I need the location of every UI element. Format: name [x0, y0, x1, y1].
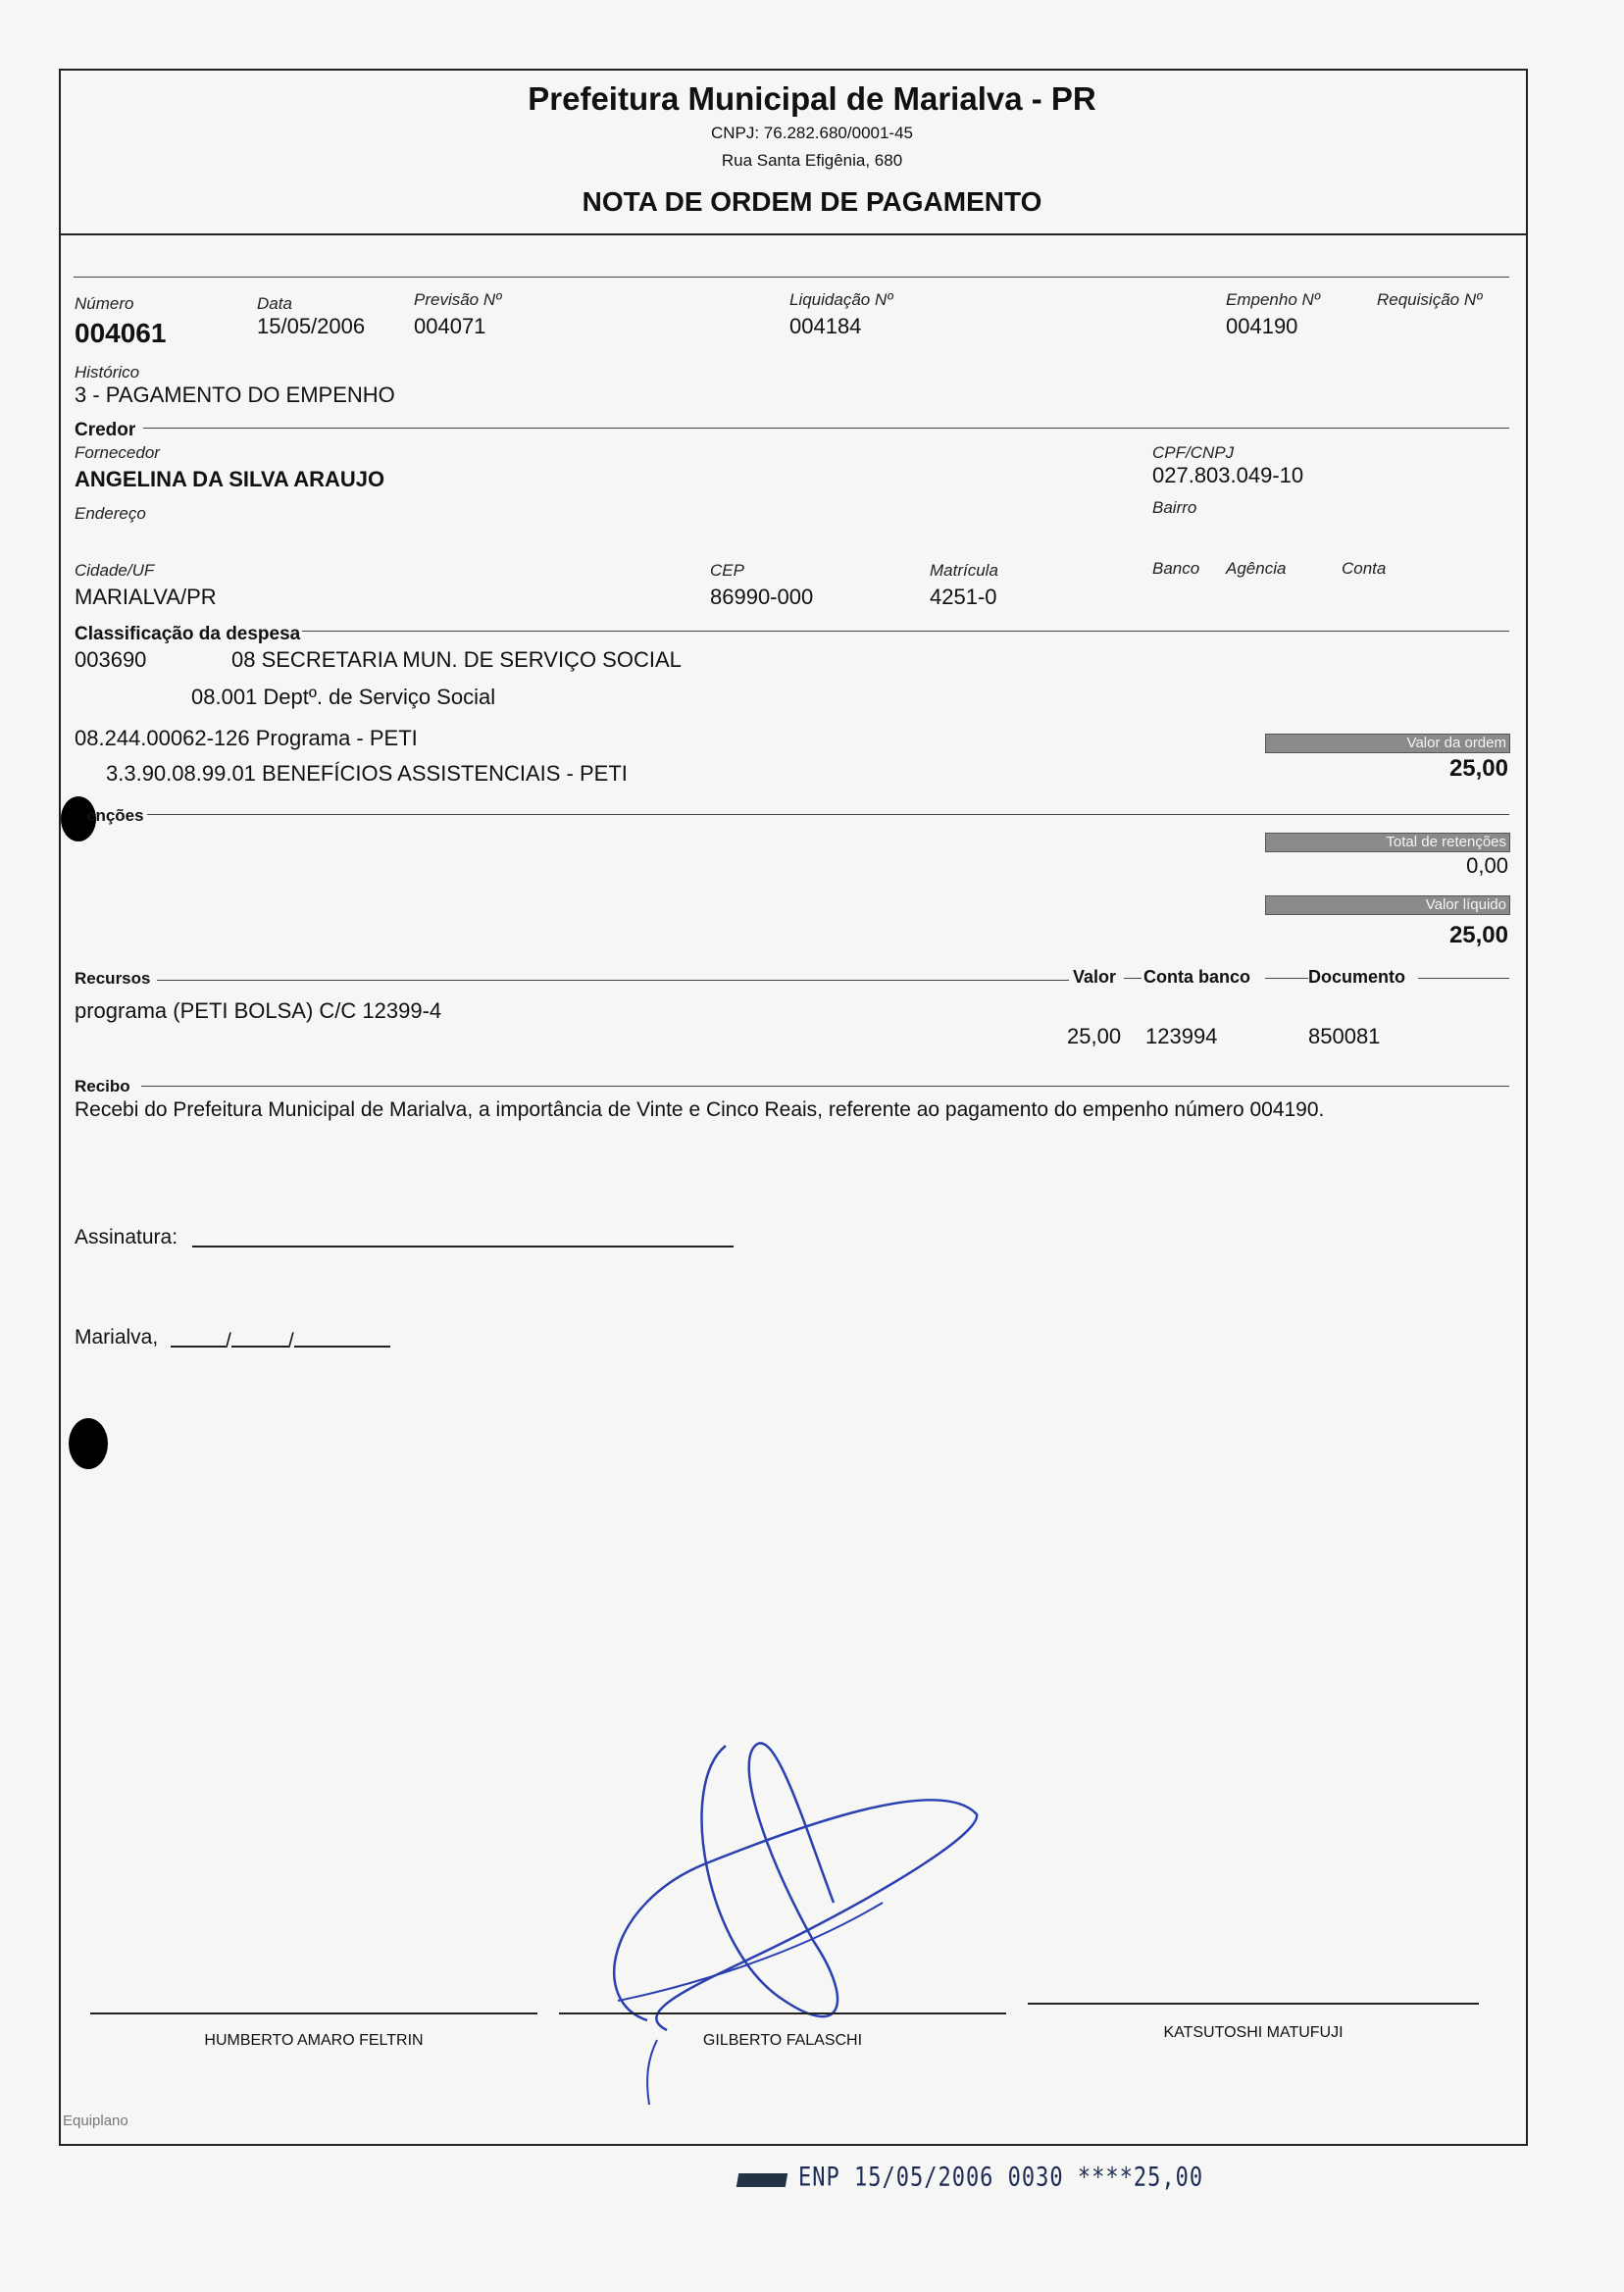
- cep-value: 86990-000: [710, 585, 814, 609]
- auth-stamp: ENP 15/05/2006 0030 ****25,00: [798, 2163, 1204, 2193]
- signatory-2: GILBERTO FALASCHI: [702, 2032, 863, 2049]
- previsao-value: 004071: [414, 314, 486, 338]
- signature-line-3: [1028, 2003, 1479, 2005]
- liquidacao-label: Liquidação Nº: [789, 290, 893, 309]
- recibo-text: Recebi do Prefeitura Municipal de Marialva, a importância de Vinte e Cinco Reais, referente ao pagamento do empenho número 004190.: [75, 1098, 1325, 1121]
- cidade-label: Cidade/UF: [75, 561, 155, 580]
- stamp-mark: [736, 2173, 787, 2187]
- assinatura-line: [192, 1246, 734, 1248]
- recursos-section: Recursos: [75, 969, 151, 988]
- recursos-documento: 850081: [1308, 1024, 1381, 1048]
- handwritten-signature: [588, 1706, 1000, 2118]
- recursos-conta-label: Conta banco: [1143, 967, 1251, 987]
- signature-line-2: [559, 2012, 1006, 2014]
- retencoes-rule: [147, 814, 1509, 815]
- cep-label: CEP: [710, 561, 744, 580]
- requisicao-label: Requisição Nº: [1377, 290, 1483, 309]
- top-rule: [74, 277, 1509, 278]
- historico-label: Histórico: [75, 363, 140, 382]
- signature-line-1: [90, 2012, 537, 2014]
- date-blank[interactable]: / /: [171, 1326, 390, 1353]
- classificacao-line4: 3.3.90.08.99.01 BENEFÍCIOS ASSISTENCIAIS - PETI: [106, 761, 628, 786]
- org-title: Prefeitura Municipal de Marialva - PR: [528, 80, 1096, 117]
- recibo-section: Recibo: [75, 1077, 130, 1095]
- data-label: Data: [257, 294, 292, 313]
- classificacao-code: 003690: [75, 647, 147, 672]
- local-label: Marialva,: [75, 1326, 159, 1349]
- address-text: Rua Santa Efigênia, 680: [721, 151, 903, 170]
- signatory-1: HUMBERTO AMARO FELTRIN: [204, 2032, 424, 2049]
- valor-liquido-label: Valor líquido: [1265, 895, 1510, 915]
- recibo-rule: [141, 1086, 1509, 1087]
- recursos-documento-label: Documento: [1308, 967, 1405, 987]
- fornecedor-value: ANGELINA DA SILVA ARAUJO: [75, 467, 385, 491]
- valor-ordem-label: Valor da ordem: [1265, 734, 1510, 753]
- credor-rule: [143, 428, 1509, 429]
- fornecedor-label: Fornecedor: [75, 443, 160, 462]
- retencoes-section: enções: [86, 806, 144, 825]
- recursos-valor-label: Valor: [1073, 967, 1117, 987]
- matricula-value: 4251-0: [930, 585, 997, 609]
- classificacao-section: Classificação da despesa: [75, 624, 301, 644]
- classificacao-line2: 08.001 Deptº. de Serviço Social: [191, 685, 496, 709]
- valor-ordem-value: 25,00: [1448, 755, 1508, 782]
- valor-liquido-value: 25,00: [1448, 922, 1508, 948]
- empenho-value: 004190: [1226, 314, 1298, 338]
- classificacao-line1: 08 SECRETARIA MUN. DE SERVIÇO SOCIAL: [231, 647, 682, 672]
- credor-section: Credor: [75, 420, 136, 440]
- recursos-rule-2: [1124, 978, 1142, 979]
- recursos-valor: 25,00: [1067, 1024, 1122, 1048]
- assinatura-label: Assinatura:: [75, 1226, 178, 1248]
- bairro-label: Bairro: [1152, 498, 1197, 517]
- header-divider: [59, 233, 1526, 235]
- historico-value: 3 - PAGAMENTO DO EMPENHO: [75, 382, 395, 407]
- conta-label: Conta: [1342, 559, 1387, 578]
- recursos-conta: 123994: [1145, 1024, 1218, 1048]
- previsao-label: Previsão Nº: [414, 290, 502, 309]
- numero-value: 004061: [75, 318, 167, 348]
- punch-hole-2: [69, 1418, 108, 1469]
- recursos-rule-4: [1418, 978, 1509, 979]
- data-value: 15/05/2006: [257, 314, 366, 338]
- recursos-rule-3: [1265, 978, 1308, 979]
- cnpj-text: CNPJ: 76.282.680/0001-45: [710, 124, 914, 142]
- total-retencoes-value: 0,00: [1466, 853, 1508, 878]
- numero-label: Número: [75, 294, 134, 313]
- endereco-label: Endereço: [75, 504, 146, 523]
- signatory-3: KATSUTOSHI MATUFUJI: [1163, 2024, 1344, 2041]
- total-retencoes-label: Total de retenções: [1265, 833, 1510, 852]
- doc-title: NOTA DE ORDEM DE PAGAMENTO: [582, 186, 1042, 217]
- classificacao-line3: 08.244.00062-126 Programa - PETI: [75, 726, 418, 750]
- recursos-descricao: programa (PETI BOLSA) C/C 12399-4: [75, 998, 442, 1023]
- classificacao-rule: [302, 631, 1509, 632]
- banco-label: Banco: [1152, 559, 1200, 578]
- matricula-label: Matrícula: [930, 561, 998, 580]
- cidade-value: MARIALVA/PR: [75, 585, 217, 609]
- recursos-rule: [157, 980, 1069, 981]
- empenho-label: Empenho Nº: [1226, 290, 1320, 309]
- liquidacao-value: 004184: [789, 314, 862, 338]
- cpf-label: CPF/CNPJ: [1152, 443, 1235, 462]
- agencia-label: Agência: [1226, 559, 1287, 578]
- cpf-value: 027.803.049-10: [1152, 463, 1304, 487]
- software-label: Equiplano: [63, 2113, 128, 2129]
